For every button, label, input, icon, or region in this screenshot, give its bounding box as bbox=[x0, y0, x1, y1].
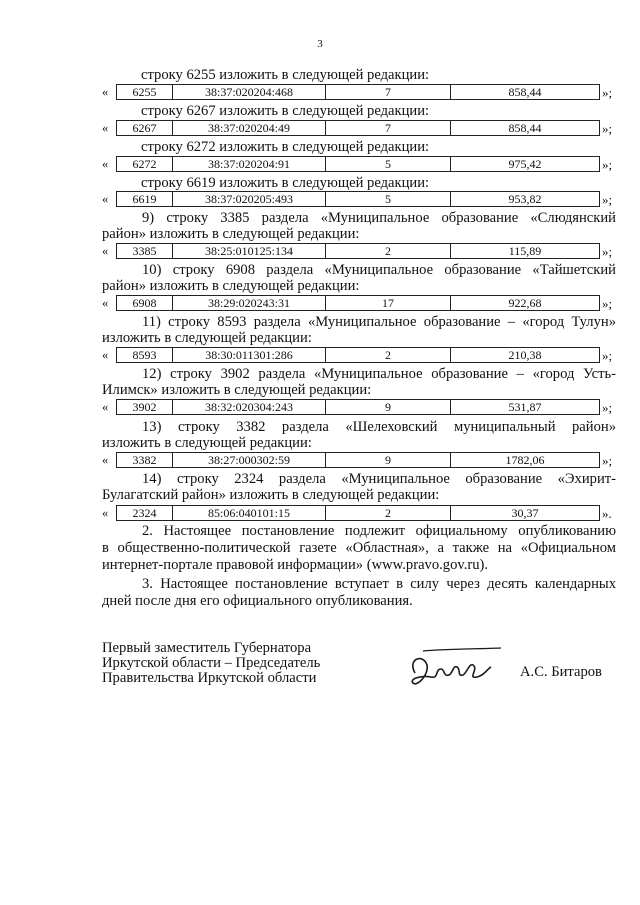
paragraph-item-13: 13) строку 3382 раздела «Шелеховский муниципальный район» изложить в следующей редакции: bbox=[102, 419, 616, 451]
paragraph-effective-date: 3. Настоящее постановление вступает в силу через десять календарных дней после дня его официального опубликования. bbox=[102, 576, 616, 609]
table-row: « 6267 38:37:020204:49 7 858,44 »; bbox=[102, 121, 613, 136]
paragraph-edit-6267: строку 6267 изложить в следующей редакции: bbox=[141, 103, 430, 119]
paragraph-edit-6255: строку 6255 изложить в следующей редакции: bbox=[141, 67, 430, 83]
paragraph-item-12: 12) строку 3902 раздела «Муниципальное образование – «город Усть- Илимск» изложить в следующей редакции: bbox=[102, 366, 616, 398]
paragraph-item-14: 14) строку 2324 раздела «Муниципальное образование «Эхирит- Булагатский район» изложить в следующей редакции: bbox=[102, 471, 616, 503]
signatory-title: Первый заместитель Губернатора Иркутской области – Председатель Правительства Иркутской области bbox=[102, 640, 321, 686]
table-row: « 6272 38:37:020204:91 5 975,42 »; bbox=[102, 157, 613, 172]
table-row: « 3382 38:27:000302:59 9 1782,06 »; bbox=[102, 453, 613, 468]
handwritten-signature bbox=[405, 645, 505, 695]
paragraph-publication: 2. Настоящее постановление подлежит официальному опубликованию в общественно-политической газете «Областная», а также на «Официальном интернет-портале правовой информации» (www.pravo.gov.ru). bbox=[102, 523, 616, 573]
paragraph-item-10: 10) строку 6908 раздела «Муниципальное образование «Тайшетский район» изложить в следующей редакции: bbox=[102, 262, 616, 294]
table-row: « 3385 38:25:010125:134 2 115,89 »; bbox=[102, 244, 613, 259]
table-row: « 6619 38:37:020205:493 5 953,82 »; bbox=[102, 192, 613, 207]
paragraph-edit-6272: строку 6272 изложить в следующей редакции: bbox=[141, 139, 430, 155]
paragraph-item-11: 11) строку 8593 раздела «Муниципальное образование – «город Тулун» изложить в следующей редакции: bbox=[102, 314, 616, 346]
page-number: 3 bbox=[317, 38, 323, 50]
table-row: « 6908 38:29:020243:31 17 922,68 »; bbox=[102, 296, 613, 311]
table-row: « 2324 85:06:040101:15 2 30,37 ». bbox=[102, 506, 612, 521]
table-row: « 8593 38:30:011301:286 2 210,38 »; bbox=[102, 348, 613, 363]
paragraph-item-9: 9) строку 3385 раздела «Муниципальное образование «Слюдянский район» изложить в следующей редакции: bbox=[102, 210, 616, 242]
table-row: « 3902 38:32:020304:243 9 531,87 »; bbox=[102, 400, 613, 415]
paragraph-edit-6619: строку 6619 изложить в следующей редакции: bbox=[141, 175, 430, 191]
signatory-name: А.С. Битаров bbox=[520, 664, 602, 680]
table-row: « 6255 38:37:020204:468 7 858,44 »; bbox=[102, 85, 613, 100]
